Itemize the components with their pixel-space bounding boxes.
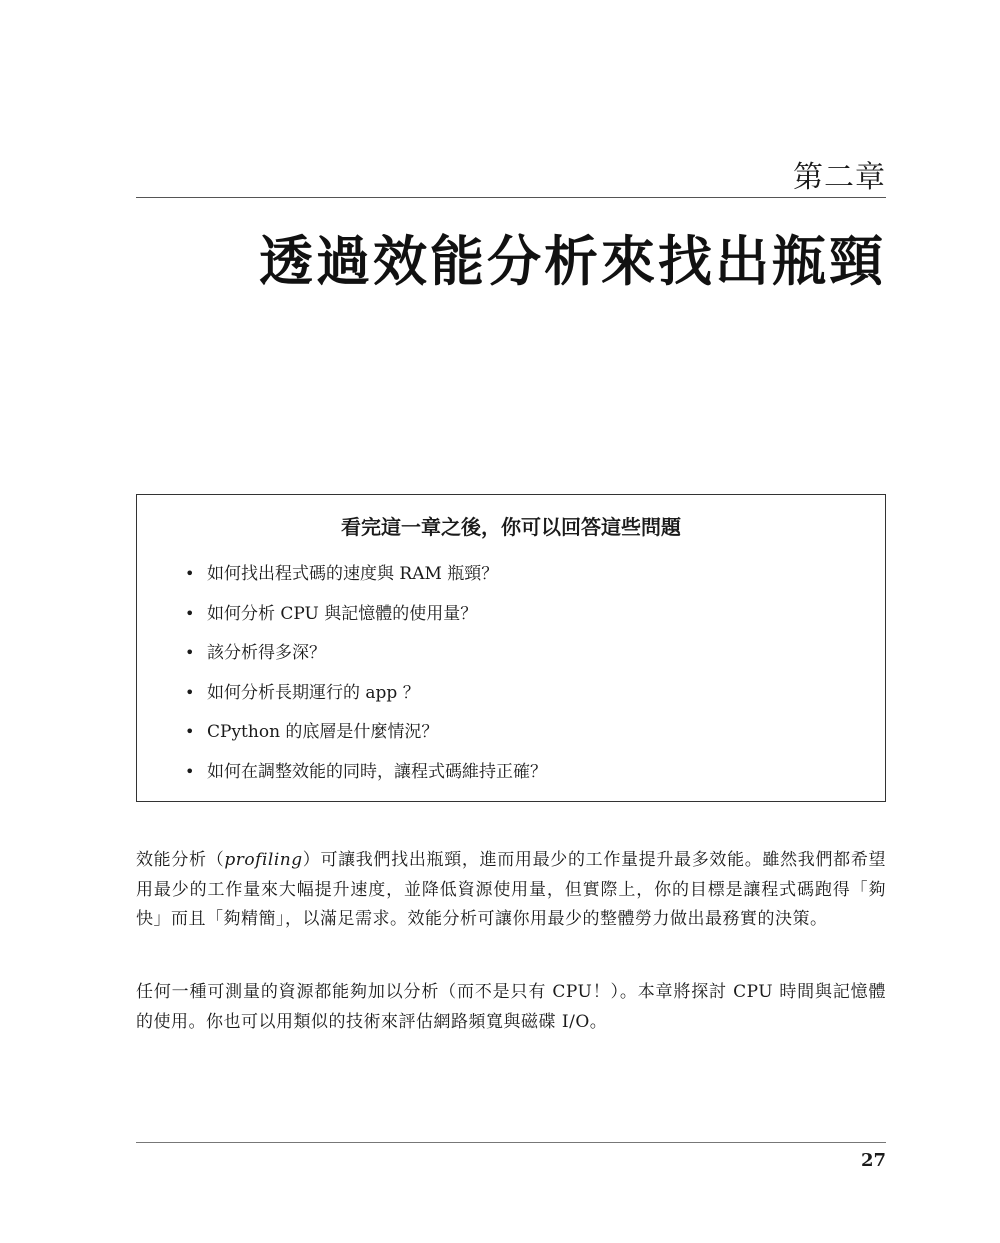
list-item	[137, 599, 547, 639]
footer-divider	[136, 1142, 886, 1143]
body-paragraph-resources: 任何一種可測量的資源都能夠加以分析（而不是只有 CPU！）。本章將探討 CPU 時間與記憶體的使用。你也可以用類似的技術來評估網路頻寬與磁碟 I/O。	[136, 982, 886, 1032]
questions-list	[137, 559, 547, 796]
bullet-icon: •	[185, 564, 195, 583]
bullet-icon: •	[185, 603, 195, 623]
list-item	[137, 559, 547, 599]
chapter-label: 第二章	[793, 160, 886, 195]
question-text: 該分析得多深？	[207, 643, 326, 663]
question-text: 如何分析長期運行的 app ？	[207, 682, 420, 703]
bullet-icon: •	[185, 643, 195, 662]
questions-heading: 看完這一章之後，你可以回答這些問題	[341, 515, 681, 539]
bullet-icon: •	[185, 682, 195, 702]
question-text: CPython 的底層是什麼情況？	[207, 722, 439, 742]
chapter-questions-box	[136, 494, 886, 802]
header-divider	[136, 197, 886, 198]
paragraph-text: 效能分析（	[136, 850, 225, 870]
list-item	[137, 678, 547, 718]
chapter-title: 透過效能分析來找出瓶頸	[259, 230, 886, 293]
paragraph-text: ）可讓我們找出瓶頸，進而用最少的工作量提升最多效能。雖然我們都希望用最少的工作量來大幅提升速度，並降低資源使用量，但實際上，你的目標是讓程式碼跑得「夠快」而且「夠精簡」，以滿足需求。效能分析可讓你用最少的整體勞力做出最務實的決策。	[136, 850, 887, 929]
list-item	[137, 717, 547, 757]
bullet-icon: •	[185, 761, 195, 781]
page-number: 27	[860, 1150, 886, 1171]
bullet-icon: •	[185, 722, 195, 741]
list-item	[137, 757, 547, 797]
question-text: 如何找出程式碼的速度與 RAM 瓶頸？	[207, 564, 499, 584]
body-paragraph-profiling	[136, 846, 886, 935]
term-profiling: profiling	[224, 850, 303, 870]
question-text: 如何在調整效能的同時，讓程式碼維持正確？	[207, 761, 547, 782]
list-item	[137, 638, 547, 678]
question-text: 如何分析 CPU 與記憶體的使用量？	[207, 603, 478, 624]
